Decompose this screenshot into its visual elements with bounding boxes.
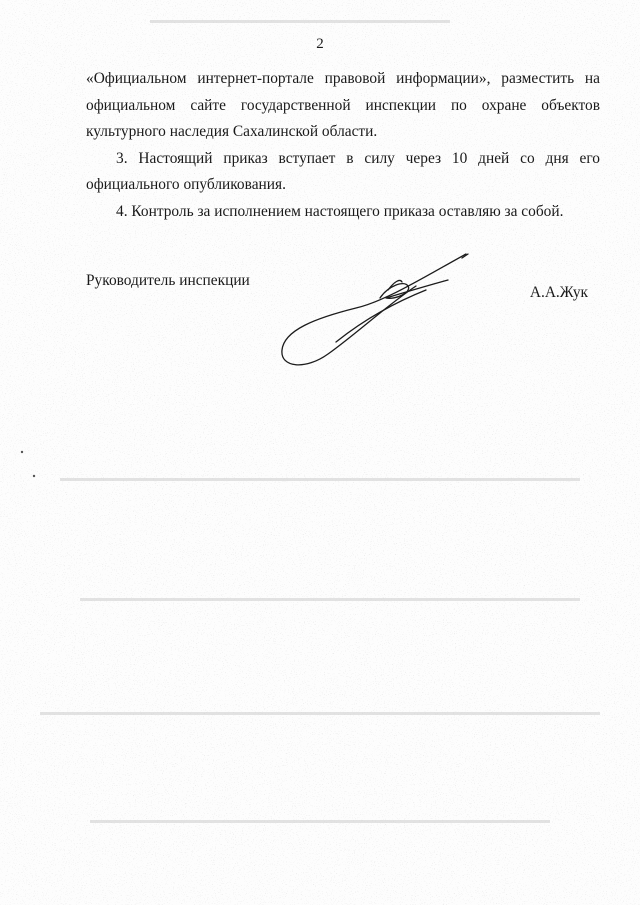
paragraph-2-line-3: культурного наследия Сахалинской области. (86, 123, 378, 140)
paragraph-3-line-1: 3. Настоящий приказ вступает в силу через 10 дней со дня его (116, 149, 600, 167)
paragraph-2-line-1: «Официальном интернет-портале правовой информации», разместить на (86, 70, 600, 87)
handwritten-signature (276, 246, 476, 376)
page-number: 2 (316, 36, 324, 52)
paragraph-3-line-2: официального опубликования. (86, 176, 286, 193)
signatory-title: Руководитель инспекции (86, 272, 250, 289)
document-body (86, 66, 600, 225)
paragraph-4: 4. Контроль за исполнением настоящего приказа оставляю за собой. (116, 202, 564, 220)
paragraph-2-line-2: официальном сайте государственной инспекции по охране объектов (86, 96, 600, 114)
signatory-name: А.А.Жук (529, 284, 588, 301)
